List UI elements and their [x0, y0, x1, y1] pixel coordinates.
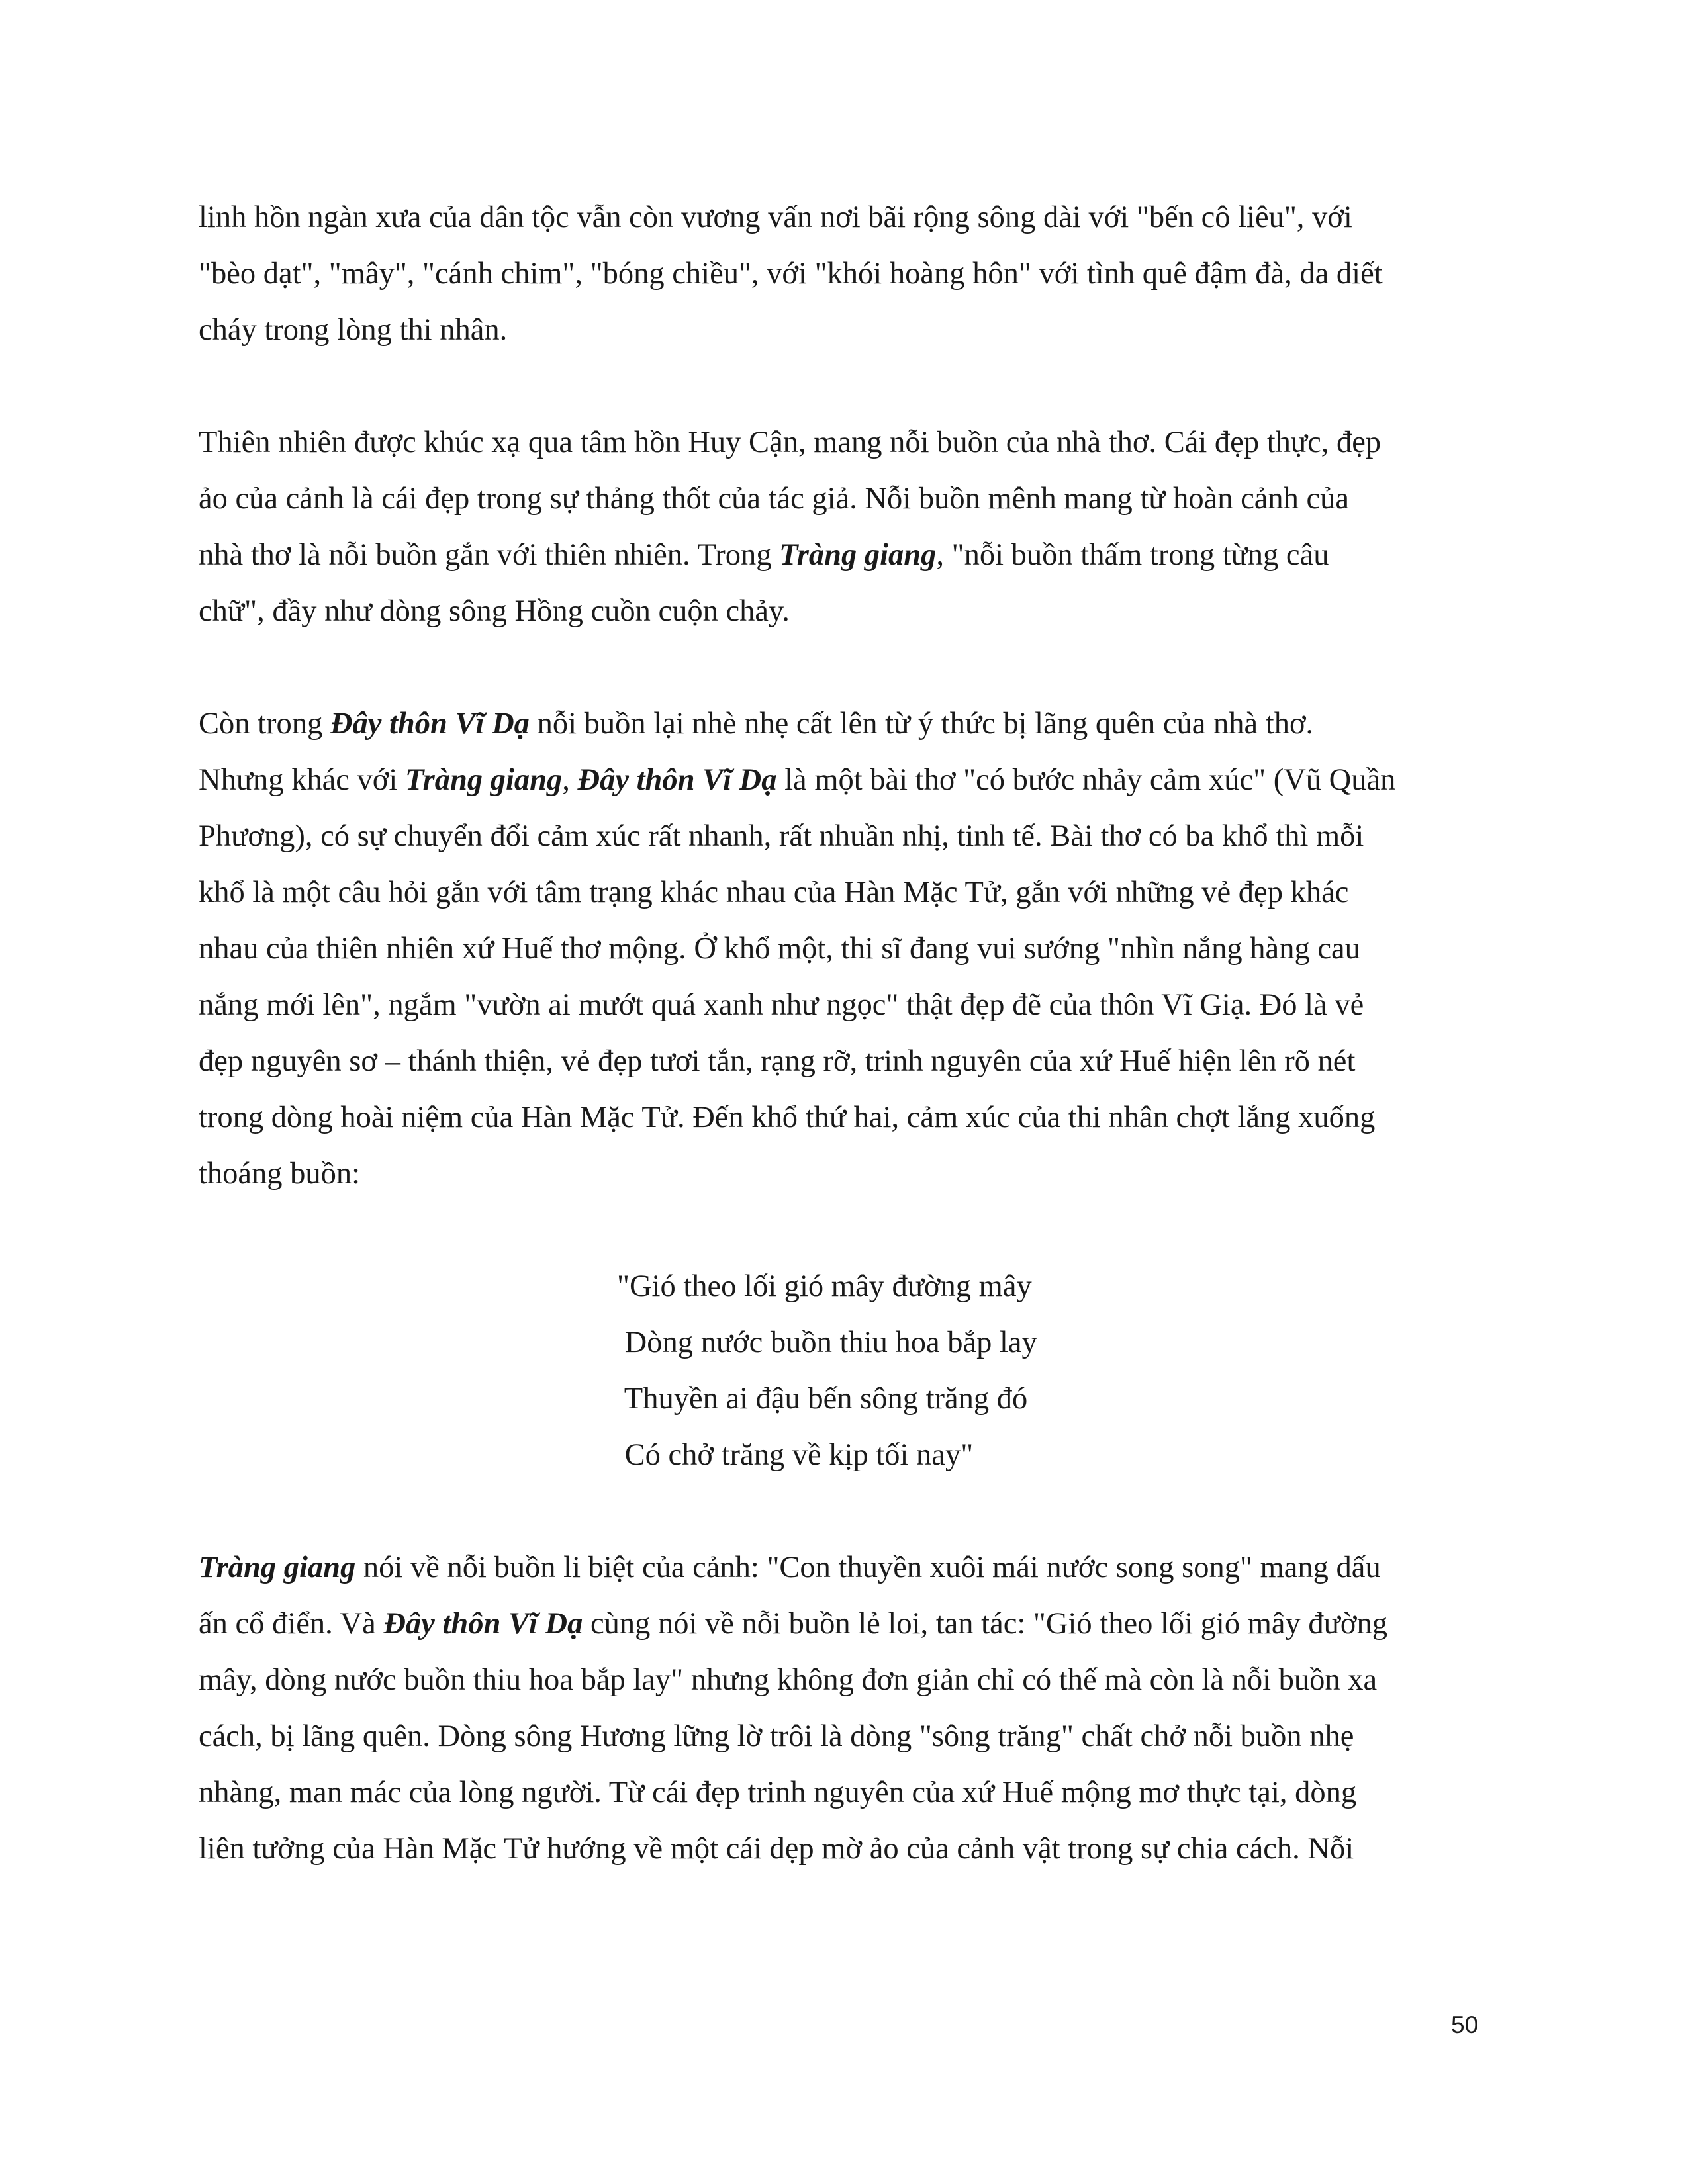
text-line	[199, 414, 1496, 471]
text-line	[199, 1708, 1496, 1764]
text-run: ảo của cảnh là cái đẹp trong sự thảng thốt của tác giả. Nỗi buồn mênh mang từ hoàn cảnh của	[199, 482, 1350, 516]
text-run: nỗi buồn lại nhè nhẹ cất lên từ ý thức bị lãng quên của nhà thơ.	[529, 707, 1314, 741]
work-title: Đây thôn Vĩ Dạ	[330, 707, 530, 741]
text-line	[199, 1539, 1496, 1596]
paragraph	[199, 414, 1496, 639]
text-line	[199, 1033, 1496, 1089]
work-title: Tràng giang	[404, 763, 563, 797]
text-run: đẹp nguyên sơ – thánh thiện, vẻ đẹp tươi tắn, rạng rỡ, trinh nguyên của xứ Huế hiện lên rõ nét	[199, 1044, 1356, 1078]
paragraph	[199, 189, 1496, 358]
paragraph-spacer	[199, 1202, 1496, 1258]
body-text	[199, 189, 1496, 1877]
text-run: liên tưởng của Hàn Mặc Tử hướng về một cái dẹp mờ ảo của cảnh vật trong sự chia cách. Nỗi	[199, 1832, 1354, 1866]
text-run: Phương), có sự chuyển đổi cảm xúc rất nhanh, rất nhuần nhị, tinh tế. Bài thơ có ba khổ thì mỗi	[199, 819, 1364, 853]
text-run: nhau của thiên nhiên xứ Huế thơ mộng. Ở khổ một, thi sĩ đang vui sướng "nhìn nắng hàng cau	[199, 932, 1360, 966]
paragraph-spacer	[199, 1483, 1496, 1539]
text-line	[199, 1821, 1496, 1877]
poem-line: Có chở trăng về kịp tối nay"	[617, 1438, 974, 1472]
text-run: thoáng buồn:	[199, 1157, 361, 1191]
paragraph-spacer	[199, 639, 1496, 696]
text-run: ,	[562, 763, 578, 797]
text-line	[199, 1089, 1496, 1146]
text-run: Thiên nhiên được khúc xạ qua tâm hồn Huy Cận, mang nỗi buồn của nhà thơ. Cái đẹp thực, đẹp	[199, 426, 1382, 459]
text-run: trong dòng hoài niệm của Hàn Mặc Tử. Đến khổ thứ hai, cảm xúc của thi nhân chợt lắng xuống	[199, 1101, 1376, 1134]
paragraph	[199, 1539, 1496, 1877]
text-run: cùng nói về nỗi buồn lẻ loi, tan tác: "Gió theo lối gió mây đường	[583, 1607, 1387, 1641]
poem-line: Thuyền ai đậu bến sông trăng đó	[617, 1382, 1028, 1416]
poem-quote	[199, 1258, 1496, 1483]
text-run: Còn trong	[199, 707, 330, 741]
work-title: Đây thôn Vĩ Dạ	[383, 1607, 583, 1641]
text-run: "bèo dạt", "mây", "cánh chim", "bóng chiều", với "khói hoàng hôn" với tình quê đậm đà, da diết	[199, 257, 1383, 291]
text-line	[199, 921, 1496, 977]
text-run: , "nỗi buồn thấm trong từng câu	[936, 538, 1329, 572]
page-number: 50	[1451, 2011, 1479, 2038]
text-run: khổ là một câu hỏi gắn với tâm trạng khác nhau của Hàn Mặc Tử, gắn với những vẻ đẹp khác	[199, 876, 1349, 909]
text-line	[199, 527, 1496, 583]
text-line	[199, 1652, 1496, 1708]
text-line	[199, 1146, 1496, 1202]
text-run: nhàng, man mác của lòng người. Từ cái đẹp trinh nguyên của xứ Huế mộng mơ thực tại, dòng	[199, 1776, 1357, 1809]
text-line	[199, 696, 1496, 752]
text-run: linh hồn ngàn xưa của dân tộc vẫn còn vương vấn nơi bãi rộng sông dài với "bến cô liêu", với	[199, 201, 1352, 234]
text-line	[199, 1764, 1496, 1821]
text-run: cách, bị lãng quên. Dòng sông Hương lững lờ trôi là dòng "sông trăng" chất chở nỗi buồn nhẹ	[199, 1719, 1354, 1753]
work-title: Đây thôn Vĩ Dạ	[577, 763, 777, 797]
work-title: Tràng giang	[779, 538, 937, 572]
text-run: Nhưng khác với	[199, 763, 405, 797]
text-line	[199, 471, 1496, 527]
text-run: nói về nỗi buồn li biệt của cảnh: "Con thuyền xuôi mái nước song song" mang dấu	[355, 1551, 1381, 1584]
text-line	[199, 302, 1496, 358]
work-title: Tràng giang	[199, 1551, 356, 1584]
text-run: cháy trong lòng thi nhân.	[199, 313, 508, 347]
text-run: mây, dòng nước buồn thiu hoa bắp lay" nhưng không đơn giản chỉ có thế mà còn là nỗi buồn xa	[199, 1663, 1378, 1697]
poem-line: "Gió theo lối gió mây đường mây	[617, 1269, 1032, 1303]
paragraph	[199, 696, 1496, 1202]
text-line	[199, 977, 1496, 1033]
text-line	[199, 1596, 1496, 1652]
text-run: là một bài thơ "có bước nhảy cảm xúc" (Vũ Quần	[776, 763, 1396, 797]
text-run: chữ", đầy như dòng sông Hồng cuồn cuộn chảy.	[199, 594, 790, 628]
text-run: nắng mới lên", ngắm "vườn ai mướt quá xanh như ngọc" thật đẹp đẽ của thôn Vĩ Giạ. Đó là vẻ	[199, 988, 1364, 1022]
text-line	[199, 864, 1496, 921]
text-run: ấn cổ điển. Và	[199, 1607, 384, 1641]
text-line	[199, 752, 1496, 808]
text-line	[199, 189, 1496, 246]
text-run: nhà thơ là nỗi buồn gắn với thiên nhiên. Trong	[199, 538, 780, 572]
text-line	[199, 246, 1496, 302]
text-line	[199, 583, 1496, 639]
text-line	[199, 808, 1496, 864]
poem-line: Dòng nước buồn thiu hoa bắp lay	[617, 1326, 1037, 1359]
paragraph-spacer	[199, 358, 1496, 414]
